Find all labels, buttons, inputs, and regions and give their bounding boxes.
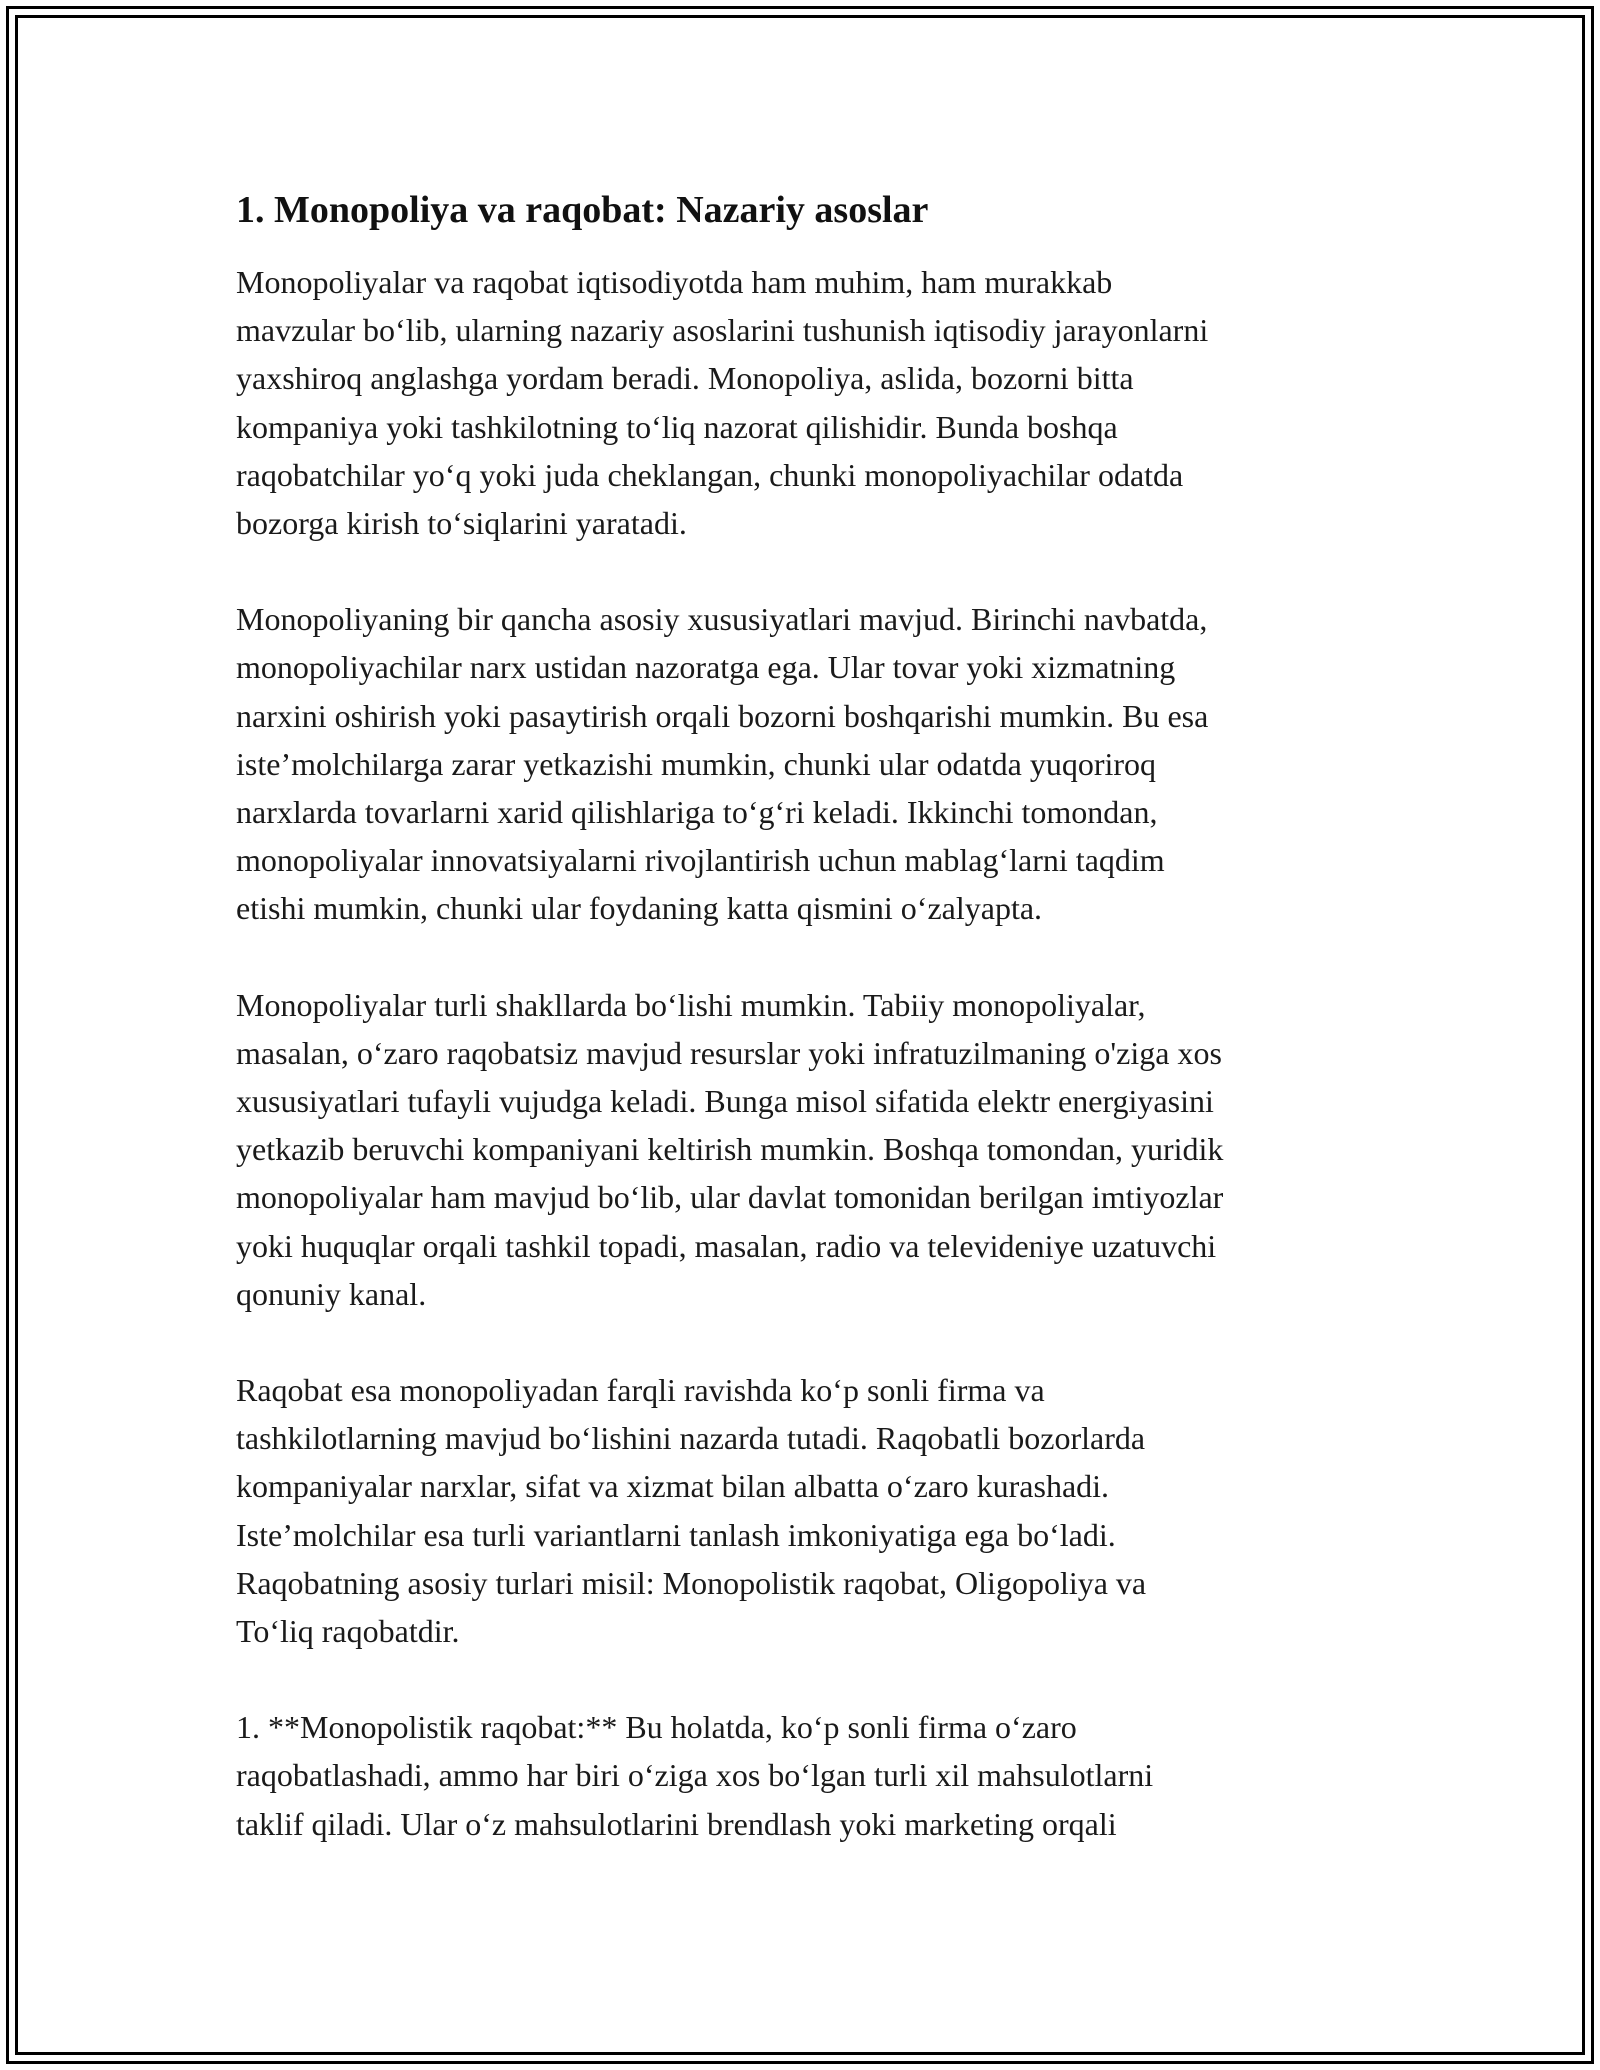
paragraph-list <box>236 258 1386 1848</box>
paragraph-line: narxlarda tovarlarni xarid qilishlariga to‘g‘ri keladi. Ikkinchi tomondan, <box>236 794 1158 831</box>
paragraph-line: bozorga kirish to‘siqlarini yaratadi. <box>236 505 687 542</box>
paragraph <box>236 1366 1386 1655</box>
paragraph-line: 1. **Monopolistik raqobat:** Bu holatda, ko‘p sonli firma o‘zaro <box>236 1709 1077 1746</box>
paragraph-line: xususiyatlari tufayli vujudga keladi. Bunga misol sifatida elektr energiyasini <box>236 1083 1214 1120</box>
paragraph-line: yetkazib beruvchi kompaniyani keltirish mumkin. Boshqa tomondan, yuridik <box>236 1131 1224 1168</box>
section-heading: 1. Monopoliya va raqobat: Nazariy asoslar <box>236 189 929 231</box>
paragraph-line: Iste’molchilar esa turli variantlarni tanlash imkoniyatiga ega bo‘ladi. <box>236 1516 1116 1553</box>
paragraph-line: monopoliyalar ham mavjud bo‘lib, ular davlat tomonidan berilgan imtiyozlar <box>236 1179 1224 1216</box>
paragraph-line: taklif qiladi. Ular o‘z mahsulotlarini brendlash yoki marketing orqali <box>236 1805 1117 1842</box>
paragraph-line: To‘liq raqobatdir. <box>236 1613 460 1650</box>
paragraph-line: Raqobat esa monopoliyadan farqli ravishda ko‘p sonli firma va <box>236 1372 1045 1409</box>
paragraph <box>236 1703 1386 1848</box>
paragraph-line: yoki huquqlar orqali tashkil topadi, masalan, radio va televideniye uzatuvchi <box>236 1227 1217 1264</box>
paragraph-line: etishi mumkin, chunki ular foydaning katta qismini o‘zalyapta. <box>236 890 1043 927</box>
paragraph-line: qonuniy kanal. <box>236 1275 427 1312</box>
paragraph-line: raqobatlashadi, ammo har biri o‘ziga xos bo‘lgan turli xil mahsulotlarni <box>236 1757 1154 1794</box>
paragraph-line: narxini oshirish yoki pasaytirish orqali bozorni boshqarishi mumkin. Bu esa <box>236 697 1209 734</box>
paragraph-line: raqobatchilar yo‘q yoki juda cheklangan, chunki monopoliyachilar odatda <box>236 456 1184 493</box>
paragraph-line: Monopoliyalar turli shakllarda bo‘lishi mumkin. Tabiiy monopoliyalar, <box>236 986 1146 1023</box>
paragraph <box>236 258 1386 547</box>
document-body <box>236 186 1386 1896</box>
paragraph-line: mavzular bo‘lib, ularning nazariy asoslarini tushunish iqtisodiy jarayonlarni <box>236 312 1209 349</box>
paragraph-line: monopoliyachilar narx ustidan nazoratga ega. Ular tovar yoki xizmatning <box>236 649 1176 686</box>
paragraph-line: Monopoliyalar va raqobat iqtisodiyotda ham muhim, ham murakkab <box>236 264 1113 300</box>
paragraph-line: Raqobatning asosiy turlari misil: Monopolistik raqobat, Oligopoliya va <box>236 1564 1147 1601</box>
paragraph-line: Monopoliyaning bir qancha asosiy xususiyatlari mavjud. Birinchi navbatda, <box>236 601 1208 638</box>
paragraph-line: iste’molchilarga zarar yetkazishi mumkin, chunki ular odatda yuqoriroq <box>236 745 1157 782</box>
paragraph-line: masalan, o‘zaro raqobatsiz mavjud resurslar yoki infratuzilmaning o'ziga xos <box>236 1034 1222 1071</box>
paragraph <box>236 981 1386 1318</box>
paragraph-line: monopoliyalar innovatsiyalarni rivojlantirish uchun mablag‘larni taqdim <box>236 842 1165 879</box>
paragraph-line: tashkilotlarning mavjud bo‘lishini nazarda tutadi. Raqobatli bozorlarda <box>236 1420 1146 1457</box>
paragraph-line: kompaniya yoki tashkilotning to‘liq nazorat qilishidir. Bunda boshqa <box>236 408 1118 445</box>
paragraph-line: kompaniyalar narxlar, sifat va xizmat bilan albatta o‘zaro kurashadi. <box>236 1468 1110 1505</box>
paragraph <box>236 595 1386 932</box>
paragraph-line: yaxshiroq anglashga yordam beradi. Monopoliya, aslida, bozorni bitta <box>236 360 1134 397</box>
